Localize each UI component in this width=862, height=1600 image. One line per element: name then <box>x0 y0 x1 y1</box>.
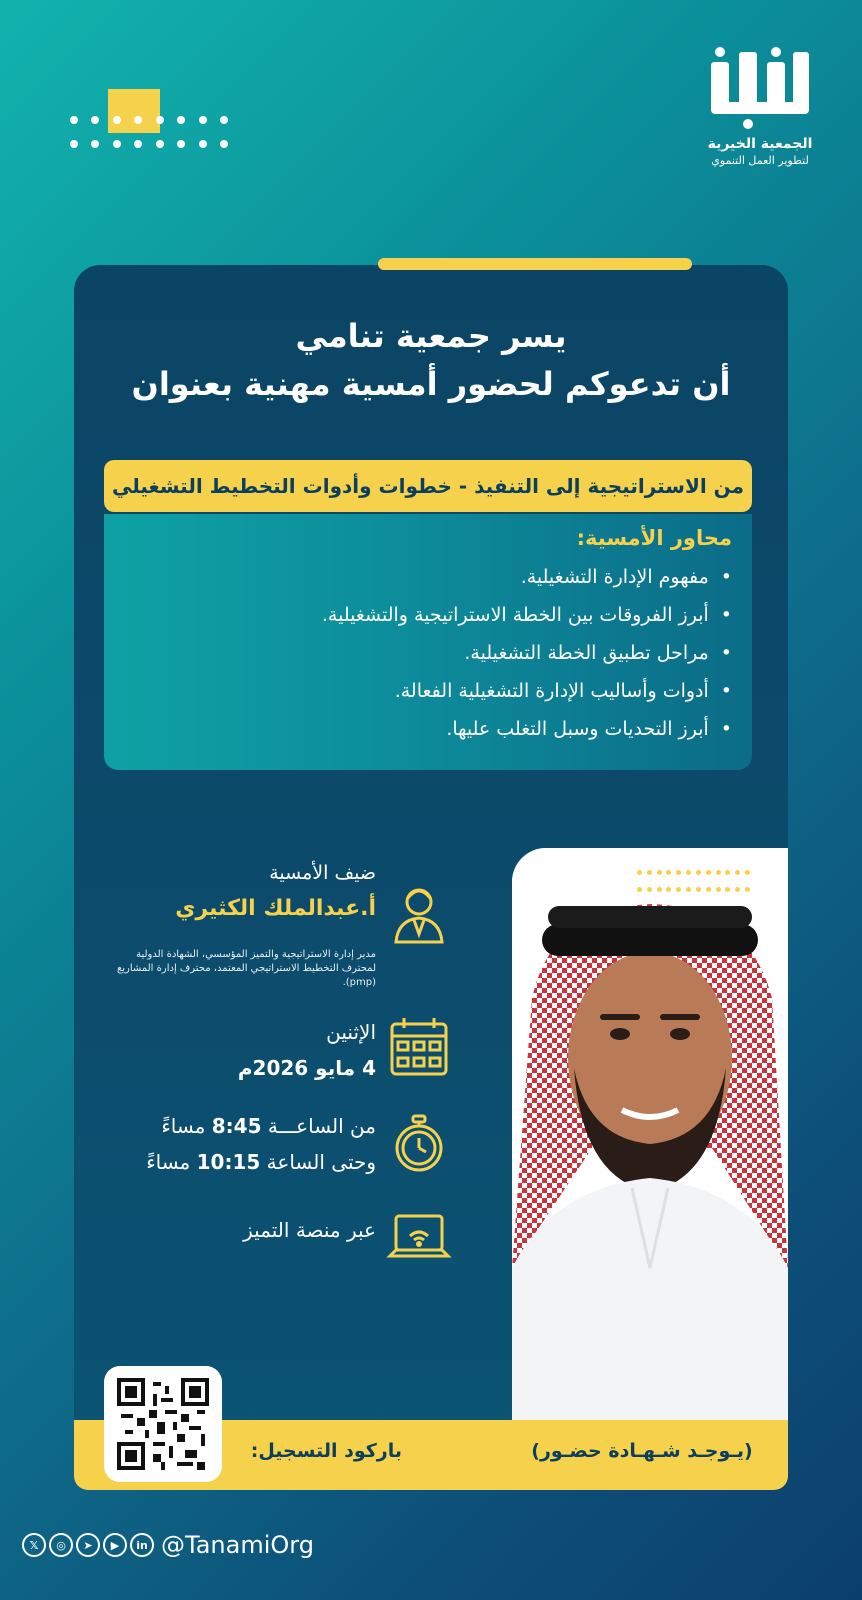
list-item: • مراحل تطبيق الخطة التشغيلية. <box>124 634 732 672</box>
barcode-label: باركود التسجيل: <box>250 1440 402 1462</box>
guest-name: أ.عبدالملك الكثيري <box>175 896 376 921</box>
guest-bio: مدير إدارة الاستراتيجية والتميز المؤسسي، الشهادة الدولية لمحترف التخطيط الاستراتيجي المعتمد، محترف إدارة المشاريع (pmp). <box>116 949 376 988</box>
topics-list <box>124 558 732 748</box>
card-top-accent <box>378 258 692 270</box>
decor-dots <box>56 116 228 150</box>
event-day: الإثنين <box>326 1020 376 1044</box>
tanami-logo <box>700 44 820 184</box>
event-title: من الاستراتيجية إلى التنفيذ - خطوات وأدوات التخطيط التشغيلي <box>104 460 752 512</box>
list-item: • أدوات وأساليب الإدارة التشغيلية الفعالة. <box>124 672 732 710</box>
x-icon[interactable]: 𝕏 <box>22 1533 46 1557</box>
time-from-value: 8:45 <box>211 1114 262 1138</box>
list-item: • أبرز التحديات وسبل التغلب عليها. <box>124 710 732 748</box>
headline <box>100 312 762 408</box>
qr-code-icon <box>117 1378 209 1470</box>
event-date: 4 مايو 2026م <box>237 1056 376 1080</box>
list-item: • مفهوم الإدارة التشغيلية. <box>124 558 732 596</box>
guest-label: ضيف الأمسية <box>269 862 376 884</box>
topics-heading: محاور الأمسية: <box>576 526 732 550</box>
laptop-wifi-icon <box>386 1202 452 1268</box>
topics-box <box>104 514 752 770</box>
time-from-prefix: من الساعـــة <box>267 1114 376 1138</box>
event-platform: عبر منصة التميز <box>243 1218 376 1242</box>
calendar-icon <box>386 1014 452 1080</box>
certificate-note: (يـوجـد شـهـادة حضـور) <box>531 1440 753 1462</box>
time-from <box>100 1114 376 1138</box>
telegram-icon[interactable]: ➤ <box>76 1533 100 1557</box>
instagram-icon[interactable]: ◎ <box>49 1533 73 1557</box>
time-to-suffix: مساءً <box>146 1150 191 1174</box>
list-item: • أبرز الفروقات بين الخطة الاستراتيجية والتشغيلية. <box>124 596 732 634</box>
logo-line2: لتطوير العمل التنموي <box>711 154 809 167</box>
logo-line1: الجمعية الخيرية <box>707 136 813 152</box>
social-bar <box>22 1530 314 1560</box>
time-to-prefix: وحتى الساعة <box>266 1150 376 1174</box>
time-to <box>100 1150 376 1174</box>
headline-line1: يسر جمعية تنامي <box>295 317 567 355</box>
speaker-icon <box>386 880 452 946</box>
speaker-photo <box>512 848 788 1420</box>
headline-line2: أن تدعوكم لحضور أمسية مهنية بعنوان <box>131 365 731 403</box>
social-handle[interactable]: @TanamiOrg <box>161 1531 314 1559</box>
linkedin-icon[interactable]: in <box>130 1533 154 1557</box>
tanami-logo-icon <box>705 44 815 130</box>
stopwatch-icon <box>386 1110 452 1176</box>
speaker-illustration <box>512 848 788 1420</box>
registration-qr-code[interactable] <box>104 1366 222 1482</box>
decor-photo-dots <box>632 870 750 896</box>
time-from-suffix: مساءً <box>161 1114 206 1138</box>
time-to-value: 10:15 <box>196 1150 261 1174</box>
youtube-icon[interactable]: ▶ <box>103 1533 127 1557</box>
